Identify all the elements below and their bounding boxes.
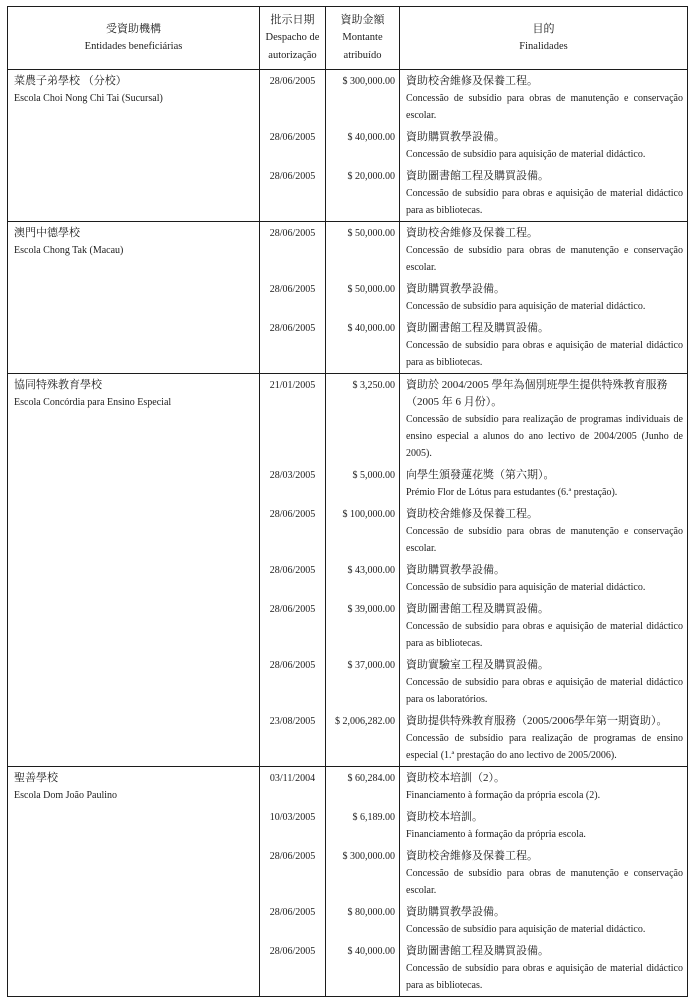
purpose-zh: 資助購買教學設備。 — [406, 283, 505, 295]
header-amount-zh: 資助金額 — [340, 14, 385, 26]
purpose-zh: 資助校舍維修及保養工程。 — [406, 508, 538, 520]
authorization-date: 28/06/2005 — [260, 70, 326, 127]
purpose-zh: 資助圖書館工程及購買設備。 — [406, 170, 549, 182]
purpose-pt: Concessão de subsídio para aquisição de material didáctico. — [406, 582, 646, 593]
amount-value: $ 2,006,282.00 — [326, 710, 400, 767]
header-row — [8, 7, 688, 70]
purpose-pt: Concessão de subsídio para obras e aquisição de material didáctico para as bibliotecas. — [406, 963, 683, 991]
entity-group-row — [8, 767, 688, 807]
purpose-cell — [400, 654, 688, 710]
purpose-zh: 資助購買教學設備。 — [406, 564, 505, 576]
amount-value: $ 5,000.00 — [326, 464, 400, 503]
purpose-cell — [400, 767, 688, 807]
purpose-zh: 資助校舍維修及保養工程。 — [406, 227, 538, 239]
purpose-zh: 資助校本培訓（2）。 — [406, 772, 505, 784]
purpose-pt: Concessão de subsídio para aquisição de material didáctico. — [406, 149, 646, 160]
purpose-pt: Concessão de subsídio para obras e aquisição de material didáctico para os laboratórios. — [406, 677, 683, 705]
entity-name-pt: Escola Choi Nong Chi Tai (Sucursal) — [14, 93, 163, 104]
header-entities-zh: 受資助機構 — [106, 23, 161, 35]
purpose-zh: 資助實驗室工程及購買設備。 — [406, 659, 549, 671]
purpose-cell — [400, 374, 688, 465]
purpose-cell — [400, 165, 688, 222]
authorization-date: 10/03/2005 — [260, 806, 326, 845]
purpose-zh: 資助於 2004/2005 學年為個別班學生提供特殊教育服務（2005 年 6 月份）。 — [406, 379, 668, 408]
authorization-date: 28/06/2005 — [260, 503, 326, 559]
authorization-date: 28/06/2005 — [260, 845, 326, 901]
purpose-cell — [400, 940, 688, 997]
header-amount — [326, 7, 400, 70]
amount-value: $ 300,000.00 — [326, 845, 400, 901]
entity-name-pt: Escola Chong Tak (Macau) — [14, 245, 124, 256]
amount-value: $ 50,000.00 — [326, 278, 400, 317]
purpose-cell — [400, 806, 688, 845]
amount-value: $ 40,000.00 — [326, 126, 400, 165]
header-purpose — [400, 7, 688, 70]
amount-value: $ 40,000.00 — [326, 317, 400, 374]
authorization-date: 28/06/2005 — [260, 222, 326, 279]
purpose-cell — [400, 70, 688, 127]
purpose-zh: 資助購買教學設備。 — [406, 906, 505, 918]
amount-value: $ 100,000.00 — [326, 503, 400, 559]
amount-value: $ 300,000.00 — [326, 70, 400, 127]
purpose-pt: Financiamento à formação da própria escola (2). — [406, 790, 601, 801]
purpose-pt: Prémio Flor de Lótus para estudantes (6.ª prestação). — [406, 487, 618, 498]
entity-cell — [8, 70, 260, 222]
purpose-pt: Concessão de subsídio para obras e aquisição de material didáctico para as bibliotecas. — [406, 621, 683, 649]
authorization-date: 28/06/2005 — [260, 598, 326, 654]
entity-group-row — [8, 374, 688, 465]
purpose-pt: Concessão de subsídio para aquisição de material didáctico. — [406, 924, 646, 935]
purpose-cell — [400, 598, 688, 654]
purpose-zh: 資助提供特殊教育服務（2005/2006學年第一期資助）。 — [406, 715, 668, 727]
entity-cell — [8, 767, 260, 997]
amount-value: $ 80,000.00 — [326, 901, 400, 940]
purpose-cell — [400, 845, 688, 901]
amount-value: $ 39,000.00 — [326, 598, 400, 654]
header-date-pt: Despacho de autorização — [265, 32, 320, 61]
purpose-pt: Concessão de subsídio para obras de manutenção e conservação escolar. — [406, 245, 683, 273]
purpose-cell — [400, 278, 688, 317]
purpose-zh: 向學生頒發蓮花獎（第六期）。 — [406, 469, 555, 481]
subsidy-table — [7, 6, 688, 997]
authorization-date: 28/06/2005 — [260, 654, 326, 710]
purpose-zh: 資助圖書館工程及購買設備。 — [406, 603, 549, 615]
purpose-pt: Concessão de subsídio para realização de programas individuais de ensino especial a alunos do ano lectivo de 2004/2005 (Junho de 2005). — [406, 414, 683, 459]
table-header — [8, 7, 688, 70]
purpose-zh: 資助校舍維修及保養工程。 — [406, 850, 538, 862]
authorization-date: 03/11/2004 — [260, 767, 326, 807]
purpose-zh: 資助校舍維修及保養工程。 — [406, 75, 538, 87]
purpose-cell — [400, 559, 688, 598]
purpose-pt: Concessão de subsídio para realização de programas de ensino especial (1.ª prestação do ano lectivo de 2005/2006). — [406, 733, 683, 761]
authorization-date: 28/06/2005 — [260, 901, 326, 940]
purpose-zh: 資助校本培訓。 — [406, 811, 483, 823]
header-entities — [8, 7, 260, 70]
entity-cell — [8, 222, 260, 374]
authorization-date: 21/01/2005 — [260, 374, 326, 465]
purpose-pt: Concessão de subsídio para obras de manutenção e conservação escolar. — [406, 526, 683, 554]
authorization-date: 28/03/2005 — [260, 464, 326, 503]
purpose-pt: Concessão de subsídio para obras e aquisição de material didáctico para as bibliotecas. — [406, 188, 683, 216]
amount-value: $ 60,284.00 — [326, 767, 400, 807]
authorization-date: 28/06/2005 — [260, 165, 326, 222]
purpose-pt: Financiamento à formação da própria escola. — [406, 829, 586, 840]
purpose-cell — [400, 710, 688, 767]
header-date — [260, 7, 326, 70]
authorization-date: 28/06/2005 — [260, 278, 326, 317]
purpose-cell — [400, 464, 688, 503]
authorization-date: 28/06/2005 — [260, 940, 326, 997]
amount-value: $ 20,000.00 — [326, 165, 400, 222]
authorization-date: 28/06/2005 — [260, 559, 326, 598]
authorization-date: 28/06/2005 — [260, 126, 326, 165]
entity-name-zh: 菜農子弟學校 （分校） — [14, 75, 127, 87]
entity-group-row — [8, 222, 688, 279]
purpose-cell — [400, 317, 688, 374]
purpose-zh: 資助購買教學設備。 — [406, 131, 505, 143]
entity-name-pt: Escola Concórdia para Ensino Especial — [14, 397, 172, 408]
amount-value: $ 37,000.00 — [326, 654, 400, 710]
entity-name-pt: Escola Dom João Paulino — [14, 790, 118, 801]
purpose-zh: 資助圖書館工程及購買設備。 — [406, 945, 549, 957]
table-body — [8, 70, 688, 997]
entity-cell — [8, 374, 260, 767]
authorization-date: 23/08/2005 — [260, 710, 326, 767]
purpose-pt: Concessão de subsídio para obras de manutenção e conservação escolar. — [406, 93, 683, 121]
purpose-cell — [400, 126, 688, 165]
header-date-zh: 批示日期 — [270, 14, 315, 26]
amount-value: $ 40,000.00 — [326, 940, 400, 997]
entity-name-zh: 聖善學校 — [14, 772, 58, 784]
purpose-zh: 資助圖書館工程及購買設備。 — [406, 322, 549, 334]
entity-group-row — [8, 70, 688, 127]
amount-value: $ 6,189.00 — [326, 806, 400, 845]
amount-value: $ 50,000.00 — [326, 222, 400, 279]
header-entities-pt: Entidades beneficiárias — [84, 41, 183, 52]
header-amount-pt: Montante atribuído — [342, 32, 383, 61]
purpose-cell — [400, 503, 688, 559]
purpose-pt: Concessão de subsídio para aquisição de material didáctico. — [406, 301, 646, 312]
amount-value: $ 3,250.00 — [326, 374, 400, 465]
authorization-date: 28/06/2005 — [260, 317, 326, 374]
header-purpose-pt: Finalidades — [519, 41, 568, 52]
entity-name-zh: 澳門中德學校 — [14, 227, 80, 239]
purpose-pt: Concessão de subsídio para obras de manutenção e conservação escolar. — [406, 868, 683, 896]
entity-name-zh: 協同特殊教育學校 — [14, 379, 102, 391]
purpose-cell — [400, 222, 688, 279]
purpose-cell — [400, 901, 688, 940]
header-purpose-zh: 目的 — [532, 23, 555, 35]
purpose-pt: Concessão de subsídio para obras e aquisição de material didáctico para as bibliotecas. — [406, 340, 683, 368]
amount-value: $ 43,000.00 — [326, 559, 400, 598]
